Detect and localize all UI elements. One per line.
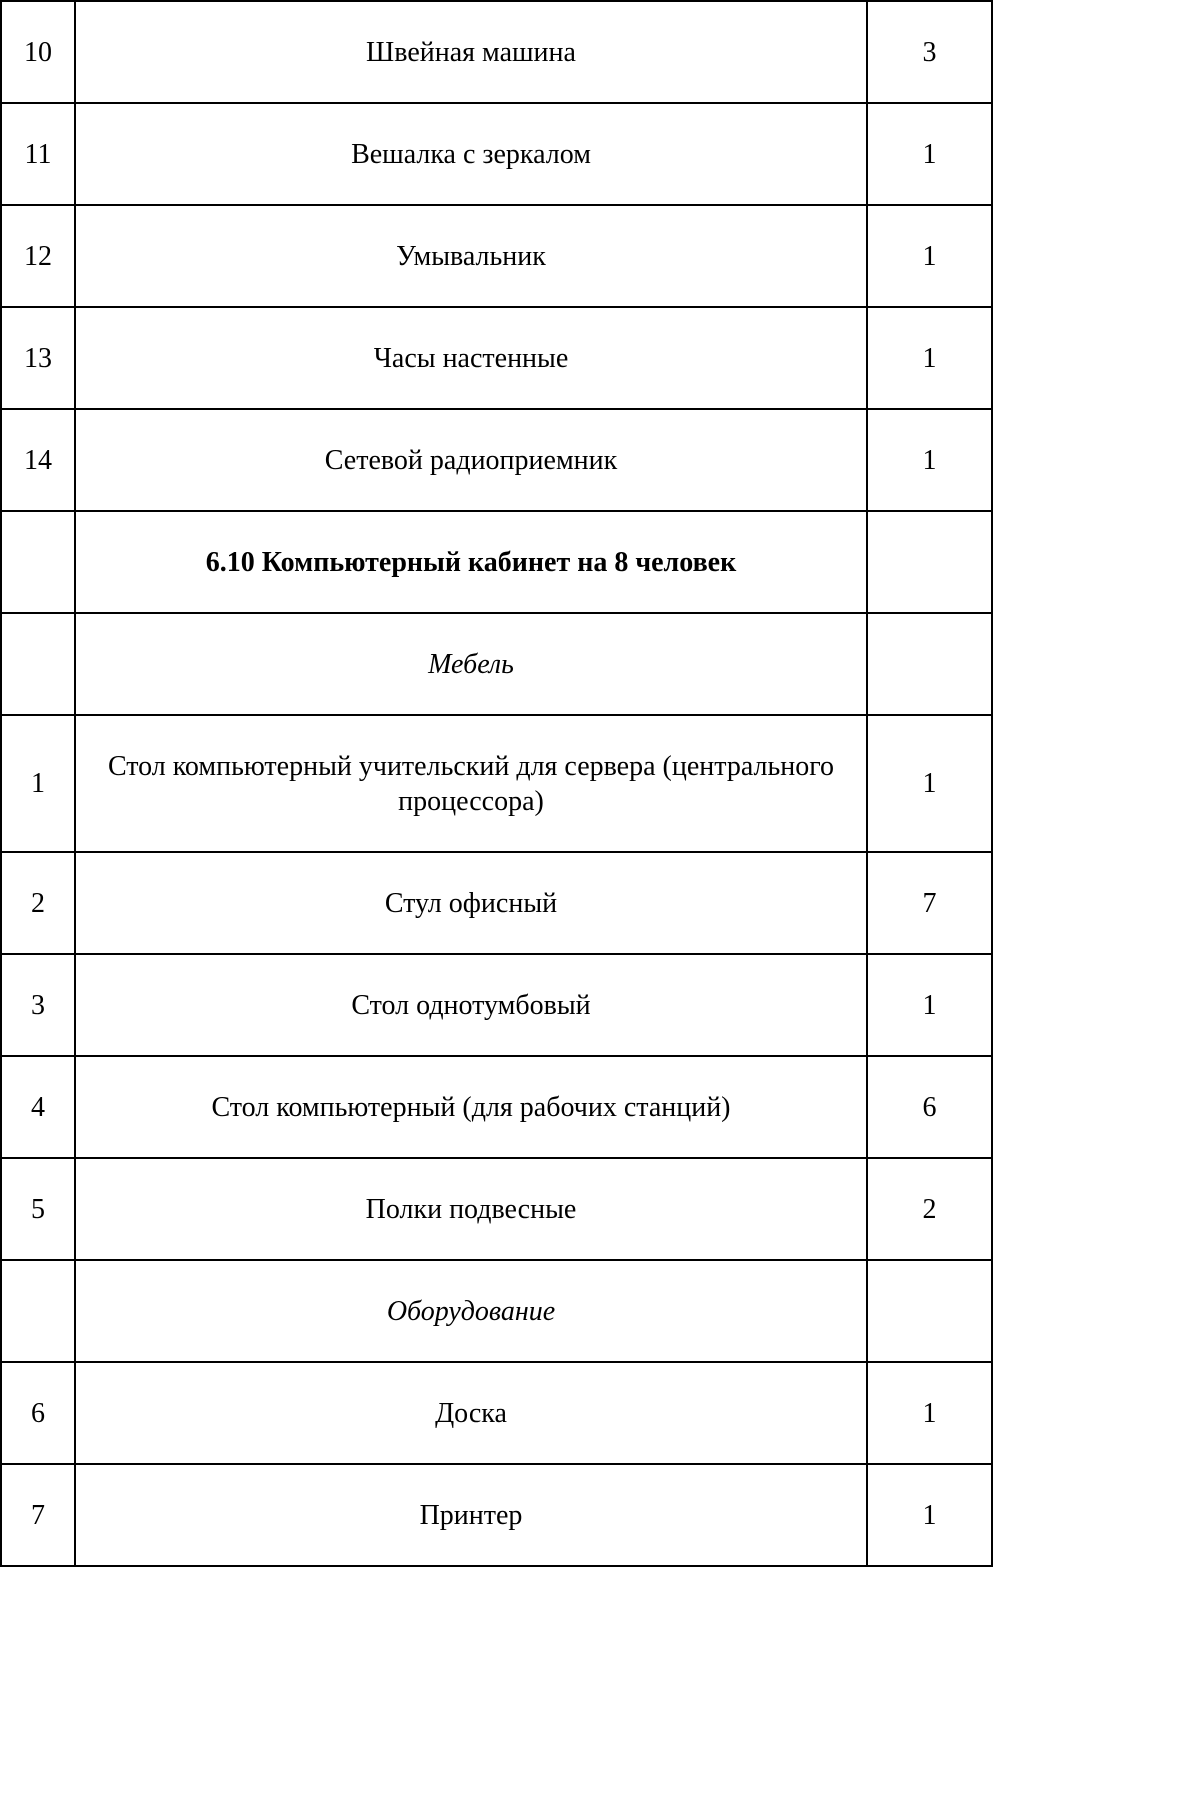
row-number: 7	[1, 1464, 75, 1566]
table-row	[1, 1056, 992, 1158]
item-quantity: 1	[867, 103, 992, 205]
item-quantity	[867, 511, 992, 613]
table-row	[1, 409, 992, 511]
row-number: 12	[1, 205, 75, 307]
item-name: Часы настенные	[75, 307, 867, 409]
table-row	[1, 954, 992, 1056]
item-name: Вешалка с зеркалом	[75, 103, 867, 205]
item-name: Стол компьютерный учительский для сервера (центрального процессора)	[75, 715, 867, 852]
item-quantity	[867, 1260, 992, 1362]
item-quantity: 2	[867, 1158, 992, 1260]
item-quantity: 1	[867, 205, 992, 307]
table-row	[1, 1, 992, 103]
section-heading: 6.10 Компьютерный кабинет на 8 человек	[75, 511, 867, 613]
item-quantity: 1	[867, 307, 992, 409]
row-number: 4	[1, 1056, 75, 1158]
item-quantity: 1	[867, 954, 992, 1056]
row-number: 3	[1, 954, 75, 1056]
item-name: Стул офисный	[75, 852, 867, 954]
item-name: Стол компьютерный (для рабочих станций)	[75, 1056, 867, 1158]
subsection-heading: Мебель	[75, 613, 867, 715]
item-quantity: 1	[867, 409, 992, 511]
section-heading-row	[1, 511, 992, 613]
table-row	[1, 852, 992, 954]
subsection-row	[1, 613, 992, 715]
table-row	[1, 205, 992, 307]
row-number	[1, 613, 75, 715]
row-number: 13	[1, 307, 75, 409]
item-name: Полки подвесные	[75, 1158, 867, 1260]
subsection-row	[1, 1260, 992, 1362]
item-quantity: 3	[867, 1, 992, 103]
item-name: Принтер	[75, 1464, 867, 1566]
row-number: 6	[1, 1362, 75, 1464]
row-number: 1	[1, 715, 75, 852]
table-row	[1, 1464, 992, 1566]
item-quantity	[867, 613, 992, 715]
item-quantity: 7	[867, 852, 992, 954]
item-name: Умывальник	[75, 205, 867, 307]
row-number: 11	[1, 103, 75, 205]
item-name: Швейная машина	[75, 1, 867, 103]
table-row	[1, 1362, 992, 1464]
row-number: 2	[1, 852, 75, 954]
row-number	[1, 1260, 75, 1362]
table-row	[1, 307, 992, 409]
item-quantity: 6	[867, 1056, 992, 1158]
item-name: Доска	[75, 1362, 867, 1464]
item-quantity: 1	[867, 715, 992, 852]
table-row	[1, 715, 992, 852]
item-name: Стол однотумбовый	[75, 954, 867, 1056]
item-quantity: 1	[867, 1464, 992, 1566]
table-row	[1, 103, 992, 205]
item-name: Сетевой радиоприемник	[75, 409, 867, 511]
item-quantity: 1	[867, 1362, 992, 1464]
subsection-heading: Оборудование	[75, 1260, 867, 1362]
row-number: 5	[1, 1158, 75, 1260]
row-number	[1, 511, 75, 613]
row-number: 14	[1, 409, 75, 511]
table-row	[1, 1158, 992, 1260]
row-number: 10	[1, 1, 75, 103]
